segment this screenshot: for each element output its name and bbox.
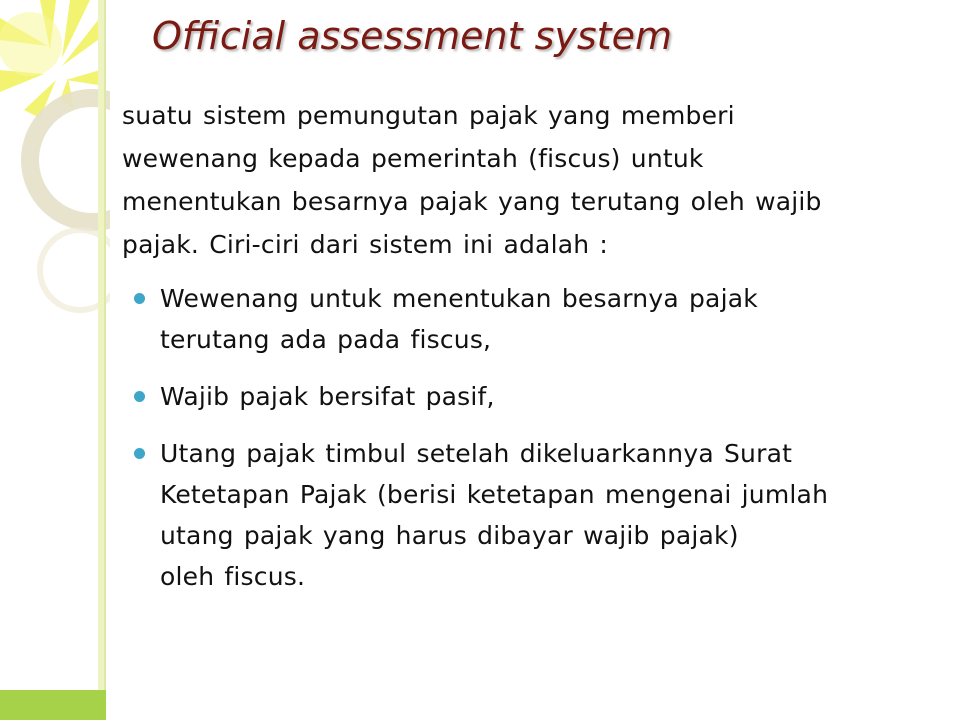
bullet-line: terutang ada pada fiscus, [160,325,492,354]
list-item [132,433,942,597]
slide-title: Official assessment system [152,14,672,58]
intro-line: menentukan besarnya pajak yang terutang oleh wajib [122,187,822,216]
bullet-line: utang pajak yang harus dibayar wajib pajak) [160,521,739,550]
list-item [132,278,942,360]
bullet-line: oleh fiscus. [160,562,306,591]
intro-line: pajak. Ciri-ciri dari sistem ini adalah : [122,230,609,259]
intro-paragraph [122,94,942,266]
bullet-dot-icon [134,293,145,304]
bullet-list [132,278,942,613]
bullet-line: Wewenang untuk menentukan besarnya pajak [160,284,758,313]
sun-decoration-icon [0,0,110,720]
list-item [132,376,942,417]
intro-line: suatu sistem pemungutan pajak yang memberi [122,101,735,130]
bullet-dot-icon [134,391,145,402]
intro-line: wewenang kepada pemerintah (fiscus) untuk [122,144,704,173]
bullet-line: Ketetapan Pajak (berisi ketetapan mengenai jumlah [160,480,829,509]
bullet-line: Utang pajak timbul setelah dikeluarkannya Surat [160,439,793,468]
bullet-line: Wajib pajak bersifat pasif, [160,382,495,411]
bullet-dot-icon [134,448,145,459]
